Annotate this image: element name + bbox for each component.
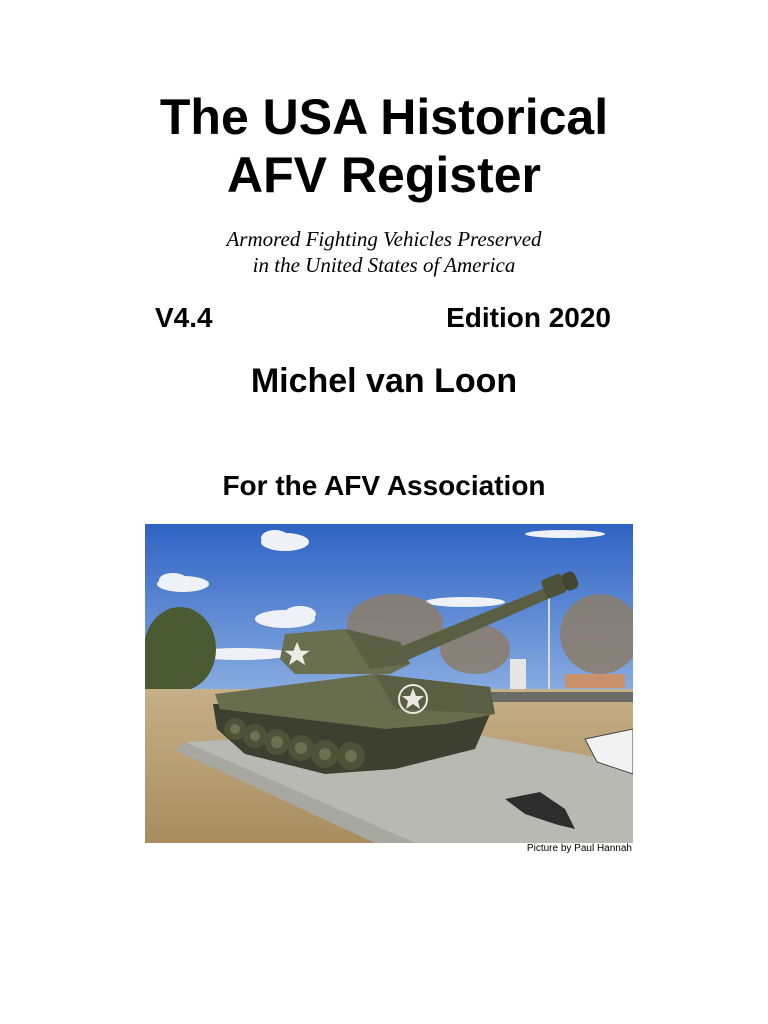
cover-title <box>0 88 768 204</box>
subtitle-line-2: in the United States of America <box>252 253 516 277</box>
cover-photo-tank <box>145 524 633 843</box>
version-label: V4.4 <box>155 302 213 333</box>
title-line-1: The USA Historical <box>159 89 609 145</box>
subtitle-line-1: Armored Fighting Vehicles Preserved <box>226 227 542 251</box>
author-name: Michel van Loon <box>250 362 518 400</box>
cover-subtitle <box>0 226 768 278</box>
edition-label: Edition 2020 <box>446 302 611 333</box>
title-line-2: AFV Register <box>227 147 541 203</box>
photo-credit: Picture by Paul Hannah <box>526 843 632 854</box>
association-line: For the AFV Association <box>222 470 546 501</box>
